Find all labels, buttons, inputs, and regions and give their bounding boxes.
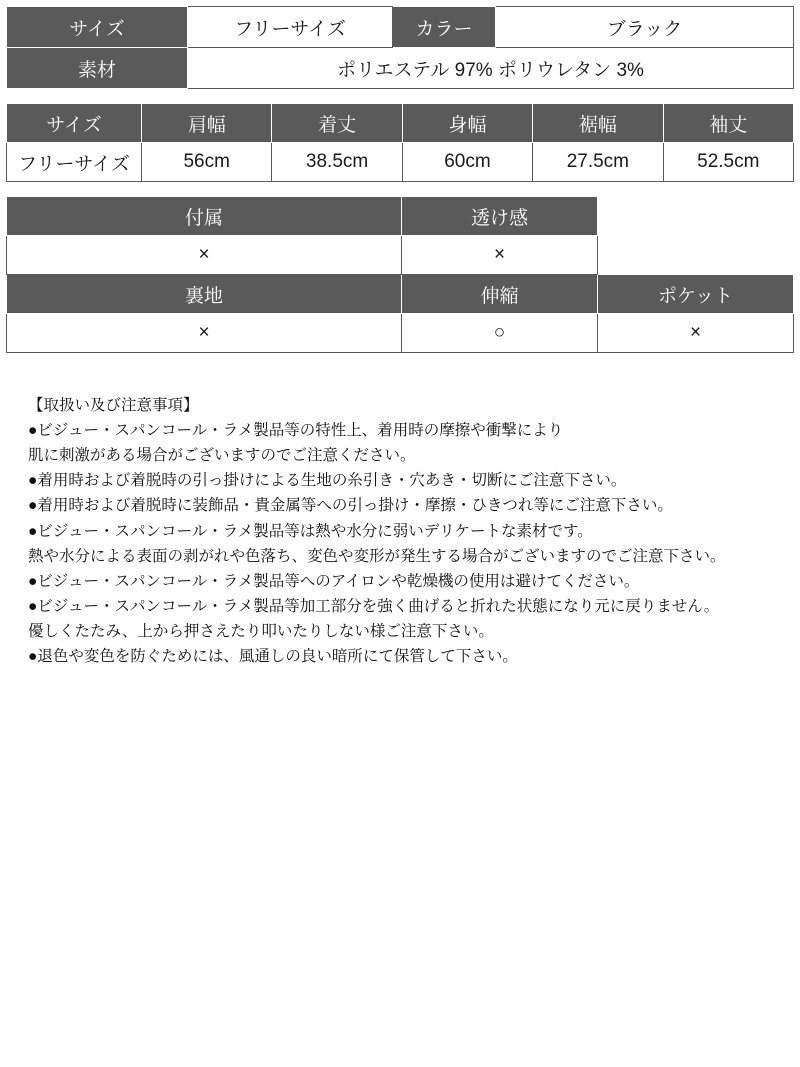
care-note-line: ●着用時および着脱時の引っ掛けによる生地の糸引き・穴あき・切断にご注意下さい。	[28, 472, 627, 490]
table-row	[7, 48, 794, 89]
spec-material-header: 素材	[7, 48, 188, 89]
spec-color-value: ブラック	[496, 7, 794, 48]
care-note-line: 熱や水分による表面の剥がれや色落ち、変色や変形が発生する場合がございますのでご注意下さい。	[28, 547, 726, 565]
table-row	[7, 314, 794, 353]
attr-value-accessory: ×	[7, 236, 402, 275]
measurement-table	[6, 103, 794, 182]
care-note-line: ●ビジュー・スパンコール・ラメ製品等は熱や水分に弱いデリケートな素材です。	[28, 522, 593, 540]
meas-value-hem: 27.5cm	[533, 143, 663, 182]
attr-value-lining: ×	[7, 314, 402, 353]
spec-size-header: サイズ	[7, 7, 188, 48]
care-notes	[6, 393, 794, 669]
spacer	[6, 182, 794, 196]
attr-value-stretch: ○	[402, 314, 598, 353]
spec-material-value: ポリエステル 97% ポリウレタン 3%	[188, 48, 794, 89]
meas-value-length: 38.5cm	[272, 143, 402, 182]
meas-header-width: 身幅	[402, 104, 532, 143]
meas-value-sleeve: 52.5cm	[663, 143, 793, 182]
spec-size-value: フリーサイズ	[188, 7, 393, 48]
meas-value-width: 60cm	[402, 143, 532, 182]
spec-table	[6, 6, 794, 89]
table-header-row	[7, 275, 794, 314]
attr-header-sheerness: 透け感	[402, 197, 598, 236]
care-note-line: ●ビジュー・スパンコール・ラメ製品等へのアイロンや乾燥機の使用は避けてください。	[28, 572, 640, 590]
attr-value-pocket: ×	[598, 314, 794, 353]
table-row	[7, 236, 794, 275]
care-note-line: ●ビジュー・スパンコール・ラメ製品等の特性上、着用時の摩擦や衝撃により	[28, 422, 564, 440]
meas-header-length: 着丈	[272, 104, 402, 143]
attr-header-lining: 裏地	[7, 275, 402, 314]
meas-value-shoulder: 56cm	[142, 143, 272, 182]
attr-header-pocket: ポケット	[598, 275, 794, 314]
care-note-line: ●退色や変色を防ぐためには、風通しの良い暗所にて保管して下さい。	[28, 648, 518, 666]
attribute-table	[6, 196, 794, 353]
spec-color-header: カラー	[393, 7, 496, 48]
care-note-line: 優しくたたみ、上から押さえたり叩いたりしない様ご注意下さい。	[28, 622, 494, 640]
spacer	[6, 89, 794, 103]
attr-value-sheerness: ×	[402, 236, 598, 275]
attr-header-accessory: 付属	[7, 197, 402, 236]
meas-header-shoulder: 肩幅	[142, 104, 272, 143]
meas-header-sleeve: 袖丈	[663, 104, 793, 143]
meas-value-size: フリーサイズ	[7, 143, 142, 182]
care-note-line: ●ビジュー・スパンコール・ラメ製品等加工部分を強く曲げると折れた状態になり元に戻りません。	[28, 597, 720, 615]
meas-header-hem: 裾幅	[533, 104, 663, 143]
table-header-row	[7, 197, 794, 236]
care-note-line: 肌に刺激がある場合がございますのでご注意ください。	[28, 447, 416, 465]
table-header-row	[7, 104, 794, 143]
table-row	[7, 7, 794, 48]
meas-header-size: サイズ	[7, 104, 142, 143]
care-notes-title: 【取扱い及び注意事項】	[28, 397, 199, 414]
attr-header-stretch: 伸縮	[402, 275, 598, 314]
care-note-line: ●着用時および着脱時に装飾品・貴金属等への引っ掛け・摩擦・ひきつれ等にご注意下さい。	[28, 497, 673, 515]
table-row	[7, 143, 794, 182]
